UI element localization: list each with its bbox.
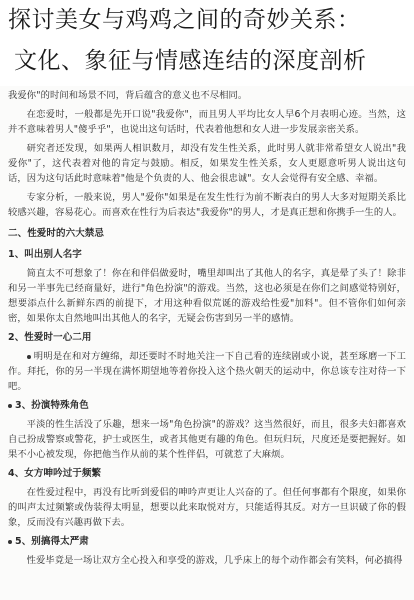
paragraph: 在恋爱时，一般都是先开口说"我爱你"，而且男人平均比女人早6个月表明心迹。当然，这并不意味着男人"傻乎乎"，也说出这句话时，代表着他想和女人进一步发展亲密关系。: [8, 109, 406, 135]
title-line-1: 探讨美女与鸡鸡之间的奇妙关系：: [8, 7, 361, 33]
item-heading: [8, 398, 406, 413]
item-heading-text: 5、别搞得太严肃: [15, 536, 89, 547]
title-banner: [0, 0, 414, 86]
item-heading: [8, 534, 406, 549]
item-heading: 1、叫出别人名字: [8, 249, 82, 260]
article-body: [8, 88, 406, 572]
item-text: 性爱毕竟是一场让双方全心投入和享受的游戏，几乎床上的每个动作都会有笑料，何必搞得: [26, 555, 403, 566]
article-image: [0, 86, 414, 600]
item-text: 在性爱过程中，再没有比听到爱侣的呻吟声更让人兴奋的了。但任何事都有个限度，如果你的叫声太过频繁或伪装得太明显，想要以此来取悦对方，只能适得其反。对方一旦识破了你的假象，反而没有兴趣再做下去。: [8, 487, 406, 528]
title-line-2: 文化、象征与情感连结的深度剖析: [14, 48, 367, 74]
bullet-icon: [27, 355, 31, 359]
paragraph: 专家分析，一般来说，男人"爱你"如果是在发生性行为前不断表白的男人大多对短期关系比较感兴趣，容易花心。而喜欢在性行为后表达"我爱你"的男人，才是真正想和你携手一生的人。: [8, 192, 406, 218]
item-text: 平淡的性生活没了乐趣，想来一场"角色扮演"的游戏？这当然很好，而且，很多夫妇都喜欢自己扮成警察或警花，护士或医生，或者其他更有趣的角色。但玩归玩，尺度还是要把握好。如果不小心被发现，你把他当作从前的某个性伴侣，可就惹了大麻烦。: [8, 419, 406, 460]
bullet-icon: [8, 404, 12, 408]
item-heading: 2、性爱时一心二用: [8, 332, 92, 343]
section-heading: 二、性爱时的六大禁忌: [8, 228, 105, 239]
item-text: [8, 349, 406, 394]
item-heading: 4、女方呻吟过于频繁: [8, 468, 102, 479]
item-text-content: 明明是在和对方缠绵，却还要时不时地关注一下自己看的连续剧或小说，甚至琢磨一下工作。拜托，你的另一半现在满怀期望地等着你投入这个热火朝天的运动中，你总该专注对待一下吧。: [8, 351, 406, 392]
bullet-icon: [8, 540, 12, 544]
paragraph: 我爱你"的时间和场景不同，背后蕴含的意义也不尽相同。: [8, 90, 248, 101]
paragraph: 研究者还发现，如果两人相识数月，却没有发生性关系，此时男人就非常希望女人说出"我爱你"了，这代表着对他的肯定与鼓励。相反，如果发生性关系，女人更愿意听男人说出这句话，因为这句话此时意味着"他是个负责的人、他会很忠诚"。女人会觉得有安全感、幸福。: [8, 143, 406, 184]
item-text: 简直太不可想象了！你在和伴侣做爱时，嘴里却叫出了其他人的名字，真是晕了头了！除非和另一半事先已经商量好，进行"角色扮演"的游戏。当然，这也必须是在你们之间感觉特别好，想要添点什么新鲜东西的前提下，才用这种看似荒诞的游戏给性爱"加料"。但不管你们如何亲密，如果你太自然地叫出其他人的名字，无疑会伤害到另一半的感情。: [8, 268, 406, 324]
item-heading-text: 3、扮演特殊角色: [15, 400, 89, 411]
